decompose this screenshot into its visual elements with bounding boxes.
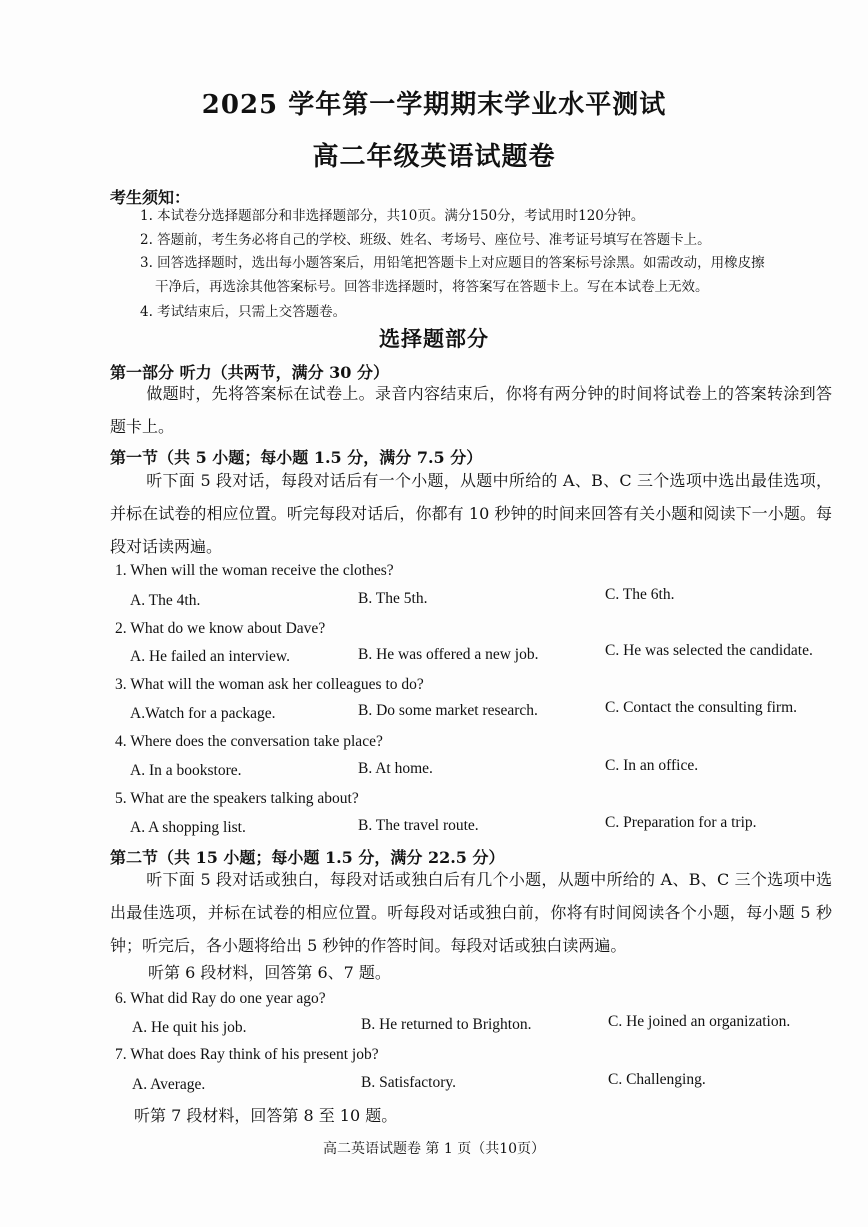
- part1-heading: 第一部分 听力（共两节，满分 30 分）: [110, 363, 389, 382]
- sec2-intro: [110, 863, 832, 962]
- section-title: 选择题部分: [379, 326, 489, 351]
- page-footer: 高二英语试题卷 第 1 页（共10页）: [322, 1141, 546, 1157]
- sec2-heading: 第二节（共 15 小题；每小题 1.5 分，满分 22.5 分）: [110, 848, 505, 867]
- q2-option-c: C. He was selected the candidate.: [605, 642, 813, 659]
- question-2: 2. What do we know about Dave?: [115, 620, 326, 637]
- q1-option-c: C. The 6th.: [605, 586, 675, 603]
- question-6: 6. What did Ray do one year ago?: [115, 990, 326, 1007]
- q3-option-a: A.Watch for a package.: [130, 705, 276, 722]
- q1-option-a: A. The 4th.: [130, 592, 201, 609]
- q6-option-c: C. He joined an organization.: [608, 1013, 791, 1030]
- q6-option-a: A. He quit his job.: [132, 1019, 247, 1036]
- question-4: 4. Where does the conversation take place?: [115, 733, 383, 750]
- exam-title: 2025 学年第一学期期末学业水平测试: [201, 90, 667, 120]
- question-1: 1. When will the woman receive the clothes?: [115, 562, 394, 579]
- q1-option-b: B. The 5th.: [358, 590, 428, 607]
- listen-instruction-7: 听第 7 段材料，回答第 8 至 10 题。: [134, 1106, 398, 1125]
- sec2-intro-text: 听下面 5 段对话或独白，每段对话或独白后有几个小题，从题中所给的 A、B、C 三个选项中选出最佳选项，并标在试卷的相应位置。听每段对话或独白前，你将有时间阅读各个小题，每小题 5 秒钟；听完后，各小题将给出 5 秒钟的作答时间。每段对话或独白读两遍。: [110, 870, 832, 955]
- listen-instruction-6: 听第 6 段材料，回答第 6、7 题。: [148, 963, 391, 982]
- q3-option-b: B. Do some market research.: [358, 702, 538, 719]
- q7-option-b: B. Satisfactory.: [361, 1074, 456, 1091]
- question-7: 7. What does Ray think of his present job?: [115, 1046, 379, 1063]
- q2-option-b: B. He was offered a new job.: [358, 646, 539, 663]
- part1-intro: [110, 377, 832, 443]
- q4-option-b: B. At home.: [358, 760, 433, 777]
- q4-option-a: A. In a bookstore.: [130, 762, 242, 779]
- sec1-intro-text: 听下面 5 段对话，每段对话后有一个小题，从题中所给的 A、B、C 三个选项中选出最佳选项，并标在试卷的相应位置。听完每段对话后，你都有 10 秒钟的时间来回答有关小题和阅读下一小题。每段对话读两遍。: [110, 471, 832, 556]
- question-5: 5. What are the speakers talking about?: [115, 790, 359, 807]
- part1-intro-text: 做题时，先将答案标在试卷上。录音内容结束后，你将有两分钟的时间将试卷上的答案转涂到答题卡上。: [110, 384, 832, 436]
- notice-item-3-cont: 干净后，再选涂其他答案标号。回答非选择题时，将答案写在答题卡上。写在本试卷上无效。: [155, 279, 709, 295]
- exam-subtitle: 高二年级英语试题卷: [312, 142, 556, 172]
- notice-heading: 考生须知：: [110, 188, 191, 207]
- q7-option-a: A. Average.: [132, 1076, 206, 1093]
- q3-option-c: C. Contact the consulting firm.: [605, 699, 798, 716]
- q6-option-b: B. He returned to Brighton.: [361, 1016, 532, 1033]
- notice-item-4: 4. 考试结束后，只需上交答题卷。: [140, 304, 347, 320]
- q7-option-c: C. Challenging.: [608, 1071, 706, 1088]
- q2-option-a: A. He failed an interview.: [130, 648, 290, 665]
- q5-option-c: C. Preparation for a trip.: [605, 814, 757, 831]
- sec1-intro: [110, 464, 832, 563]
- q4-option-c: C. In an office.: [605, 757, 699, 774]
- notice-item-2: 2. 答题前，考生务必将自己的学校、班级、姓名、考场号、座位号、准考证号填写在答题卡上。: [140, 232, 711, 248]
- notice-item-3: 3. 回答选择题时，选出每小题答案后，用铅笔把答题卡上对应题目的答案标号涂黑。如需改动，用橡皮擦: [140, 255, 765, 271]
- question-3: 3. What will the woman ask her colleagues to do?: [115, 676, 424, 693]
- sec1-heading: 第一节（共 5 小题；每小题 1.5 分，满分 7.5 分）: [110, 448, 483, 467]
- q5-option-a: A. A shopping list.: [130, 819, 246, 836]
- notice-item-1: 1. 本试卷分选择题部分和非选择题部分，共10页。满分150分，考试用时120分钟。: [140, 208, 645, 224]
- q5-option-b: B. The travel route.: [358, 817, 479, 834]
